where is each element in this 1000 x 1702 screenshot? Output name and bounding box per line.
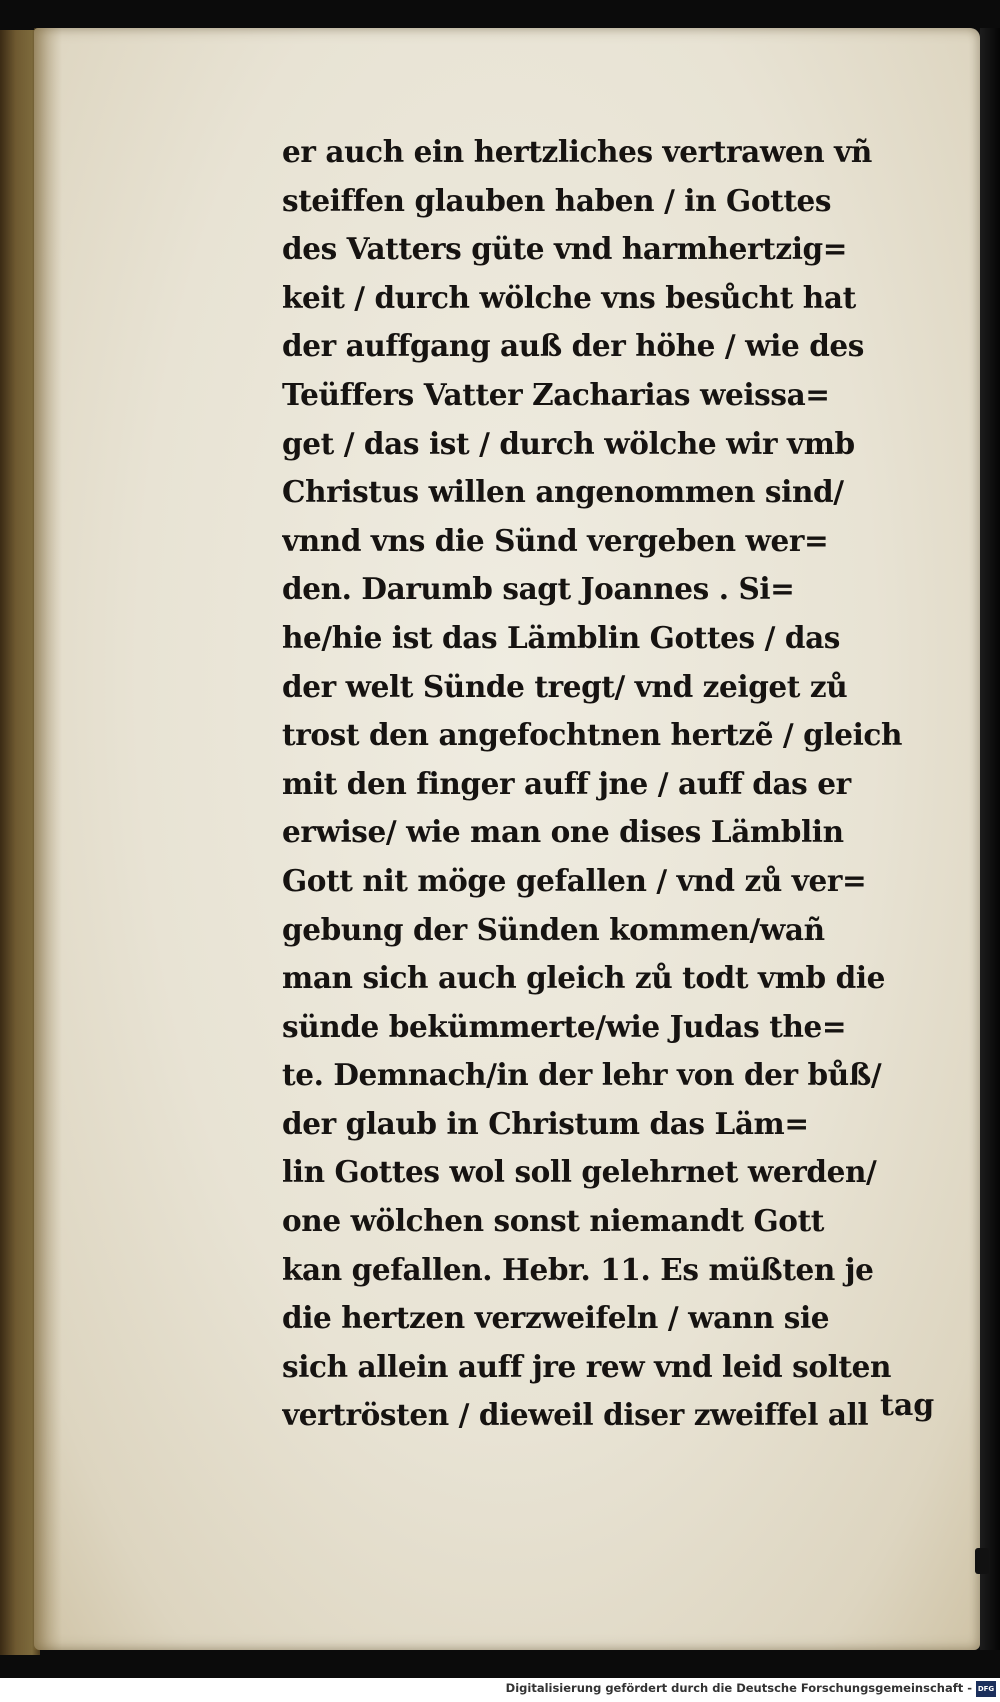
text-line: der auffgang auß der höhe / wie des [282, 328, 864, 364]
text-line: er auch ein hertzliches vertrawen vñ [282, 134, 872, 169]
footer-bar [0, 1678, 1000, 1702]
text-line: der glaub in Christum das Läm= [282, 1105, 809, 1141]
text-line: vnnd vns die Sünd vergeben wer= [282, 522, 829, 558]
text-line: get / das ist / durch wölche wir vmb [282, 425, 855, 461]
text-line: one wölchen sonst niemandt Gott [282, 1203, 825, 1239]
text-line: keit / durch wölche vns besůcht hat [282, 279, 856, 315]
text-line: trost den angefochtnen hertzẽ / gleich [282, 717, 903, 753]
text-line: sünde bekümmerte/wie Judas the= [282, 1008, 847, 1044]
dfg-logo-icon: DFG [976, 1681, 996, 1697]
page-text-block [282, 128, 954, 1440]
text-line: steiffen glauben haben / in Gottes [282, 182, 832, 218]
text-line: den. Darumb sagt Joannes . Si= [282, 571, 795, 607]
page-right-edge [980, 28, 1000, 1650]
text-line: Gott nit möge gefallen / vnd zů ver= [282, 862, 867, 898]
text-line: die hertzen verzweifeln / wann sie [282, 1300, 830, 1336]
text-line: des Vatters güte vnd harmhertzig= [282, 231, 848, 267]
edge-mark [975, 1548, 989, 1574]
text-line: sich allein auff jre rew vnd leid solten [282, 1348, 892, 1384]
text-line: erwise/ wie man one dises Lämblin [282, 814, 844, 850]
text-line: he/hie ist das Lämblin Gottes / das [282, 619, 841, 655]
text-line: man sich auch gleich zů todt vmb die [282, 960, 886, 996]
text-line: Christus willen angenommen sind/ [282, 474, 844, 510]
text-line: lin Gottes wol soll gelehrnet werden/ [282, 1154, 877, 1190]
text-line: gebung der Sünden kommen/wañ [282, 911, 825, 947]
text-line: kan gefallen. Hebr. 11. Es müßten je [282, 1251, 874, 1287]
text-line: Teüffers Vatter Zacharias weissa= [282, 376, 830, 412]
text-line: mit den finger auff jne / auff das er [282, 765, 851, 801]
text-line: te. Demnach/in der lehr von der bůß/ [282, 1057, 882, 1093]
catchword: tag [880, 1388, 935, 1423]
text-line: vertrösten / dieweil diser zweiffel all [282, 1397, 869, 1433]
text-line: der welt Sünde tregt/ vnd zeiget zů [282, 668, 848, 704]
digitization-credit: Digitalisierung gefördert durch die Deutsche Forschungsgemeinschaft - [505, 1681, 972, 1695]
